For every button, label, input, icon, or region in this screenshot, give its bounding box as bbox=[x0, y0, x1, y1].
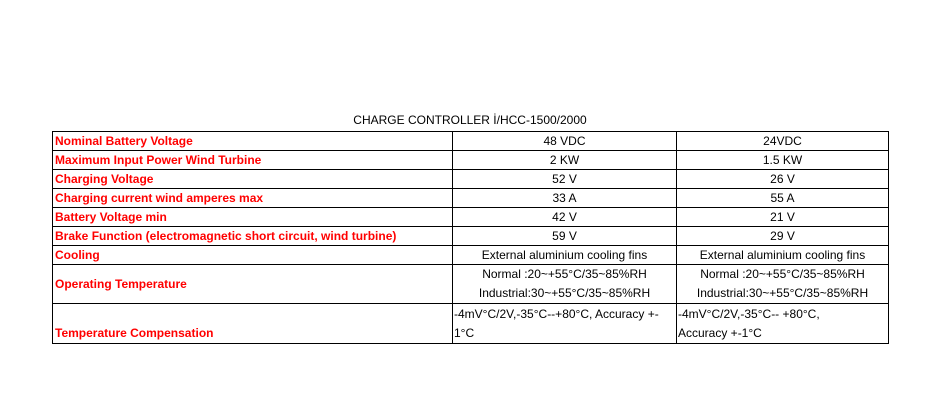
table-row bbox=[53, 189, 889, 208]
value-line: Industrial:30~+55°C/35~85%RH bbox=[478, 286, 651, 300]
row-label: Operating Temperature bbox=[53, 265, 453, 304]
value-48v bbox=[453, 265, 677, 304]
value-24v bbox=[677, 304, 889, 344]
value-line: 1°C bbox=[454, 325, 475, 340]
value-48v bbox=[453, 304, 677, 344]
table-row bbox=[53, 246, 889, 265]
table-row bbox=[53, 227, 889, 246]
table-row bbox=[53, 304, 889, 344]
value-line: Industrial:30~+55°C/35~85%RH bbox=[696, 286, 869, 300]
row-label: Maximum Input Power Wind Turbine bbox=[53, 151, 453, 170]
value-48v: 48 VDC bbox=[453, 132, 677, 151]
value-line: -4mV°C/2V,-35°C--+80°C, Accuracy +- bbox=[454, 306, 659, 321]
value-line: Normal :20~+55°C/35~85%RH bbox=[700, 267, 865, 281]
spec-table bbox=[52, 131, 889, 344]
value-24v: External aluminium cooling fins bbox=[677, 246, 889, 265]
value-48v: 52 V bbox=[453, 170, 677, 189]
table-row bbox=[53, 132, 889, 151]
row-label: Charging current wind amperes max bbox=[53, 189, 453, 208]
value-48v: External aluminium cooling fins bbox=[453, 246, 677, 265]
table-title: CHARGE CONTROLLER İ/HCC-1500/2000 bbox=[353, 113, 587, 127]
value-24v: 21 V bbox=[677, 208, 889, 227]
value-24v: 55 A bbox=[677, 189, 889, 208]
value-48v: 33 A bbox=[453, 189, 677, 208]
value-line: Normal :20~+55°C/35~85%RH bbox=[482, 267, 647, 281]
table-row bbox=[53, 208, 889, 227]
value-24v: 26 V bbox=[677, 170, 889, 189]
table-row bbox=[53, 151, 889, 170]
row-label: Brake Function (electromagnetic short circuit, wind turbine) bbox=[53, 227, 453, 246]
row-label: Nominal Battery Voltage bbox=[53, 132, 453, 151]
value-48v: 2 KW bbox=[453, 151, 677, 170]
value-line: -4mV°C/2V,-35°C-- +80°C, bbox=[678, 306, 820, 321]
table-row bbox=[53, 265, 889, 304]
value-line: Accuracy +-1°C bbox=[678, 325, 762, 340]
row-label: Battery Voltage min bbox=[53, 208, 453, 227]
table-row bbox=[53, 170, 889, 189]
value-24v: 1.5 KW bbox=[677, 151, 889, 170]
value-48v: 59 V bbox=[453, 227, 677, 246]
value-24v: 24VDC bbox=[677, 132, 889, 151]
value-24v: 29 V bbox=[677, 227, 889, 246]
row-label: Cooling bbox=[53, 246, 453, 265]
value-48v: 42 V bbox=[453, 208, 677, 227]
value-24v bbox=[677, 265, 889, 304]
row-label: Charging Voltage bbox=[53, 170, 453, 189]
row-label: Temperature Compensation bbox=[53, 304, 453, 344]
